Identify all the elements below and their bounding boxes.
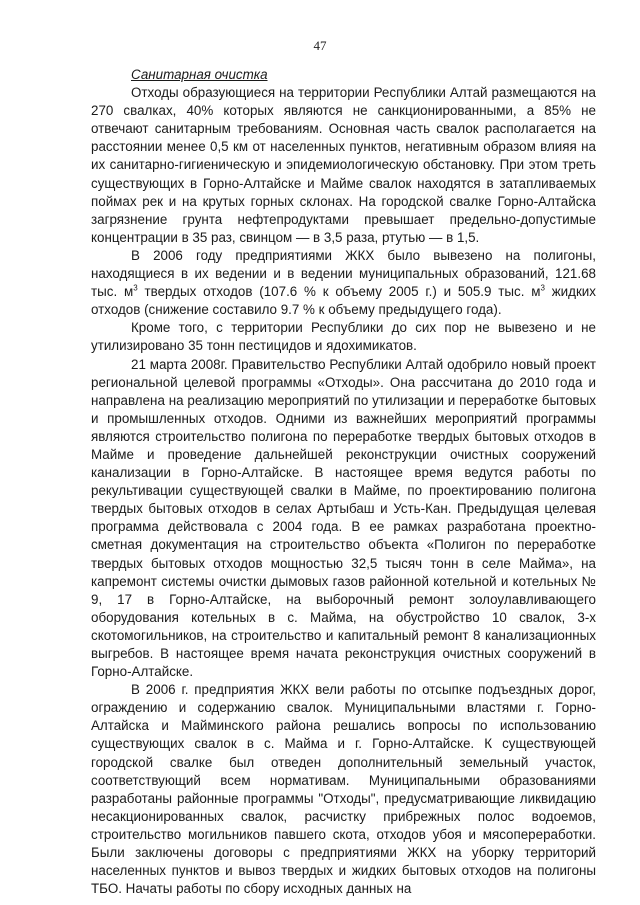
paragraph-pesticides: Кроме того, с территории Республики до сих пор не вывезено и не утилизировано 35 тонн пестицидов и ядохимикатов. — [91, 320, 596, 354]
waste-text-part-3: жидких отходов (снижение составило 9.7 % к объему предыдущего года). — [91, 284, 596, 318]
waste-text-part-2: твердых отходов (107.6 % к объему 2005 г.) и 505.9 тыс. м — [137, 284, 541, 300]
paragraph-municipal-work: В 2006 г. предприятия ЖКХ вели работы по отсыпке подъездных дорог, ограждению и содержанию свалок. Муниципальными властями г. Горно-Алтайска и Майминского района решались вопросы по использованию существующих свалок в с. Майма и г. Горно-Алтайске. К существующей городской свалке был отведен дополнительный земельный участок, соответствующий всем нормативам. Муниципальными образованиями разработаны районные программы "Отходы", предусматривающие ликвидацию несакционированных свалок, расчистку прибрежных полос водоемов, строительство могильников павшего скота, отходов убоя и мясопереработки. Были заключены договоры с предприятиями ЖКХ на уборку территорий населенных пунктов и вывоз твердых и жидких бытовых отходов на полигоны ТБО. Начаты работы по сбору исходных данных на — [91, 682, 596, 897]
cubic-superscript-1: 3 — [133, 283, 138, 293]
paragraph-program: 21 марта 2008г. Правительство Республики Алтай одобрило новый проект региональной целевой программы «Отходы». Она рассчитана до 2010 года и направлена на реализацию мероприятий по утилизации и переработке бытовых и промышленных отходов. Одними из важнейших мероприятий программы являются строительство полигона по переработке твердых бытовых отходов в Майме и проведение дальнейшей реконструкции очистных сооружений канализации в Горно-Алтайске. В настоящее время ведутся работы по рекультивации существующей свалки в Майме, по проектированию полигона твердых бытовых отходов в селах Артыбаш и Усть-Кан. Предыдущая целевая программа действовала с 2004 года. В ее рамках разработана проектно-сметная документация на строительство объекта «Полигон по переработке твердых бытовых отходов мощностью 32,5 тысяч тонн в селе Майма», на капремонт системы очистки дымовых газов районной котельной и котельных № 9, 17 в Горно-Алтайске, на выборочный ремонт золоулавливающего оборудования котельных в с. Майма, на обустройство 10 свалок, 3-х скотомогильников, на строительство и капитальный ремонт 8 канализационных выгребов. В настоящее время начата реконструкция очистных сооружений в Горно-Алтайске. — [91, 356, 596, 680]
paragraph-dumps: Отходы образующиеся на территории Республики Алтай размещаются на 270 свалках, 40% которых являются не санкционированными, а 85% не отвечают санитарным требованиям. Основная часть свалок располагается на расстоянии менее 0,5 км от населенных пунктов, негативным образом влияя на их санитарно-гигиеническую и эпидемиологическую обстановку. При этом треть существующих в Горно-Алтайске и Майме свалок находятся в затапливаемых поймах рек и на крутых горных склонах. На городской свалке Горно-Алтайска загрязнение грунта нефтепродуктами превышает предельно-допустимые концентрации в 35 раз, свинцом — в 3,5 раза, ртутью — в 1,5. — [91, 85, 596, 245]
page-number: 47 — [313, 38, 327, 53]
paragraph-waste-volume — [91, 247, 596, 319]
cubic-superscript-2: 3 — [540, 283, 545, 293]
section-heading: Санитарная очистка — [131, 67, 268, 82]
waste-text-part-1: В 2006 году предприятиями ЖКХ было вывезено на полигоны, находящиеся в их ведении и в ведении муниципальных образований, 121.68 тыс. м — [91, 247, 596, 300]
page-content — [91, 66, 596, 898]
